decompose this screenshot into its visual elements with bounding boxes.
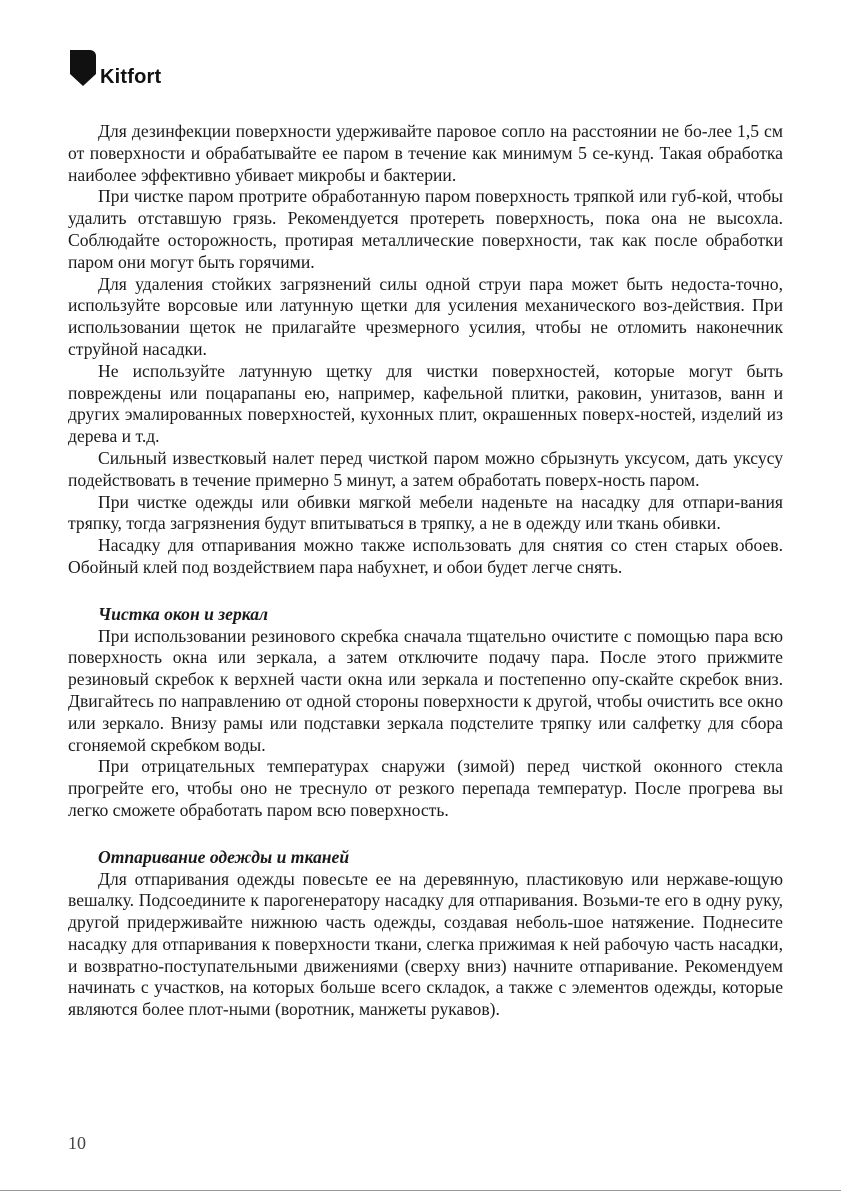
page-bottom-rule [0, 1190, 841, 1191]
kitfort-mark-icon [68, 48, 98, 88]
paragraph: Для отпаривания одежды повесьте ее на деревянную, пластиковую или нержаве-ющую вешалку. Подсоедините к парогенератору насадку для отпаривания. Возьми-те его в одну руку, другой придерживайте нижнюю часть одежды, создавая неболь-шое натяжение. Поднесите насадку для отпаривания к поверхности ткани, слегка прижимая к ней рабочую часть насадки, и возвратно-поступательными движениями (сверху вниз) начните отпаривание. Рекомендуем начинать с участков, на которых больше всего складок, а также с элементов одежды, которые являются более плот-ными (воротник, манжеты рукавов). [68, 868, 783, 1020]
paragraph: Сильный известковый налет перед чисткой паром можно сбрызнуть уксусом, дать уксусу подействовать в течение примерно 5 минут, а затем обработать поверх-ность паром. [68, 447, 783, 490]
paragraph: Для дезинфекции поверхности удерживайте паровое сопло на расстоянии не бо-лее 1,5 см от поверхности и обрабатывайте ее паром в течение как минимум 5 се-кунд. Такая обработка наиболее эффективно убивает микробы и бактерии. [68, 121, 783, 185]
paragraph: При использовании резинового скребка сначала тщательно очистите с помощью пара всю поверхность окна или зеркала, а затем отключите подачу пара. После этого прижмите резиновый скребок к верхней части окна или зеркала и постепенно опу-скайте скребок вниз. Двигайтесь по направлению от одной стороны поверхности к другой, чтобы очистить все окно или зеркало. Внизу рамы или подставки зеркала подстелите тряпку или салфетку для сбора сгоняемой скребком воды. [68, 625, 783, 755]
section-heading-steaming: Отпаривание одежды и тканей [98, 846, 350, 867]
paragraph: При чистке паром протрите обработанную паром поверхность тряпкой или губ-кой, чтобы удалить отставшую грязь. Рекомендуется протереть поверхность, пока она не высохла. Соблюдайте осторожность, протирая металлические поверхности, так как после обработки паром они могут быть горячими. [68, 186, 783, 272]
section-spacer [68, 579, 783, 604]
paragraph: При отрицательных температурах снаружи (зимой) перед чисткой оконного стекла прогрейте его, чтобы оно не треснуло от резкого перепада температур. После прогрева вы легко сможете обработать паром всю поверхность. [68, 756, 783, 820]
document-body [68, 121, 783, 1021]
page-number: 10 [68, 1133, 86, 1153]
paragraph: При чистке одежды или обивки мягкой мебели наденьте на насадку для отпари-вания тряпку, тогда загрязнения будут впитываться в тряпку, а не в одежду или ткань обивки. [68, 491, 783, 534]
brand-logo [68, 48, 161, 88]
section-spacer [68, 822, 783, 847]
section-heading-windows: Чистка окон и зеркал [98, 603, 269, 624]
paragraph: Насадку для отпаривания можно также использовать для снятия со стен старых обоев. Обойный клей под воздействием пара набухнет, и обои будет легче снять. [68, 535, 783, 577]
paragraph: Не используйте латунную щетку для чистки поверхностей, которые могут быть повреждены или поцарапаны ею, например, кафельной плитки, раковин, унитазов, ванн и других эмалированных поверхностей, кухонных плит, окрашенных поверх-ностей, изделий из дерева и т.д. [68, 360, 783, 447]
paragraph: Для удаления стойких загрязнений силы одной струи пара может быть недоста-точно, используйте ворсовые или латунную щетки для усиления механического воз-действия. При использовании щеток не прилагайте чрезмерного усилия, чтобы не отломить наконечник струйной насадки. [68, 273, 783, 359]
brand-name: Kitfort [100, 66, 162, 88]
